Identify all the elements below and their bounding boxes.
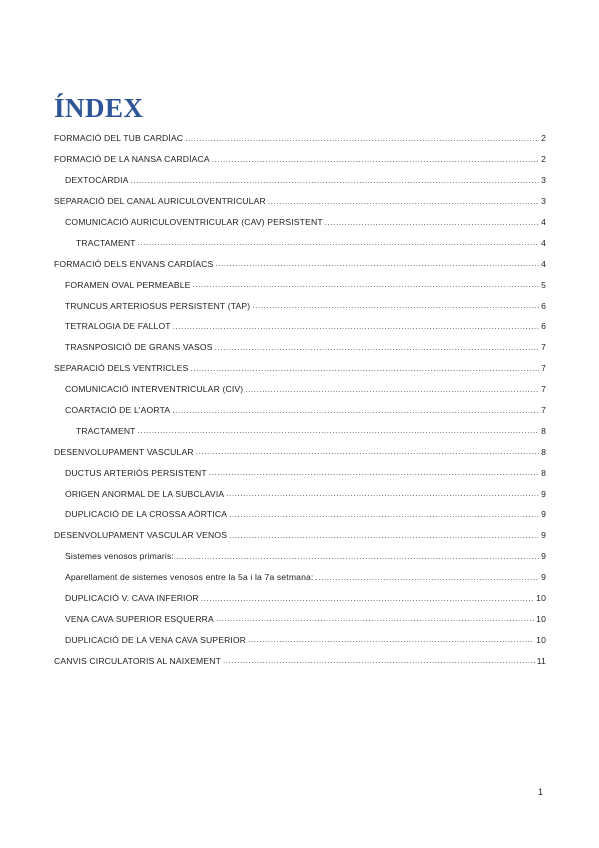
- toc-entry[interactable]: [54, 253, 546, 274]
- toc-leader-dots: [196, 447, 539, 456]
- toc-entry-label: TETRALOGIA DE FALLOT: [65, 321, 171, 332]
- toc-leader-dots: [138, 426, 539, 435]
- toc-entry-label: SEPARACIÓ DELS VENTRICLES: [54, 363, 189, 374]
- toc-entry[interactable]: [54, 400, 546, 421]
- toc-entry-page: 3: [541, 196, 546, 207]
- toc-leader-dots: [229, 510, 539, 519]
- toc-entry-page: 2: [541, 133, 546, 144]
- toc-entry-label: DUPLICACIÓ DE LA CROSSA AÒRTICA: [65, 509, 228, 520]
- toc-leader-dots: [215, 343, 539, 352]
- toc-entry-page: 9: [541, 530, 546, 541]
- toc-entry[interactable]: [54, 608, 546, 629]
- toc-entry-label: DEXTOCÀRDIA: [65, 175, 129, 186]
- toc-entry-page: 9: [541, 488, 546, 499]
- toc-entry-label: COARTACIÓ DE L'AORTA: [65, 405, 171, 416]
- toc-leader-dots: [252, 301, 539, 310]
- toc-entry[interactable]: [54, 170, 546, 191]
- toc-entry[interactable]: [54, 567, 546, 588]
- toc-entry[interactable]: [54, 588, 546, 609]
- toc-entry[interactable]: [54, 483, 546, 504]
- toc-entry-page: 9: [541, 551, 546, 562]
- toc-entry-page: 8: [541, 425, 546, 436]
- toc-entry-label: FORMACIÓ DE LA NANSA CARDÍACA: [54, 154, 210, 165]
- toc-entry-label: FORAMEN OVAL PERMEABLE: [65, 279, 191, 290]
- toc-entry[interactable]: [54, 546, 546, 567]
- toc-entry[interactable]: [54, 650, 546, 671]
- toc-entry-page: 2: [541, 154, 546, 165]
- toc-leader-dots: [172, 406, 539, 415]
- toc-entry-page: 4: [541, 237, 546, 248]
- toc-entry-label: Aparellament de sistemes venosos entre la 5a i la 7a setmana:: [65, 572, 314, 583]
- toc-entry-page: 4: [541, 258, 546, 269]
- toc-leader-dots: [216, 614, 534, 623]
- toc-entry-page: 11: [536, 655, 546, 666]
- toc-leader-dots: [229, 531, 539, 540]
- toc-entry[interactable]: [54, 274, 546, 295]
- index-title: ÍNDEX: [54, 93, 144, 123]
- toc-entry-page: 4: [541, 217, 546, 227]
- toc-entry-page: 10: [536, 613, 546, 624]
- toc-entry[interactable]: [54, 128, 546, 149]
- toc-leader-dots: [173, 322, 539, 331]
- toc-entry-label: TRACTAMENT: [76, 237, 136, 248]
- toc-leader-dots: [215, 259, 539, 268]
- toc-entry-label: COMUNICACIÓ AURICULOVENTRICULAR (CAV) PERSISTENT: [65, 217, 323, 227]
- toc-entry-label: COMUNICACIÓ INTERVENTRICULAR (CIV): [65, 384, 244, 395]
- table-of-contents: [54, 128, 546, 671]
- toc-entry-page: 7: [541, 342, 546, 353]
- toc-entry[interactable]: [54, 232, 546, 253]
- toc-entry-label: DESENVOLUPAMENT VASCULAR: [54, 446, 194, 457]
- toc-entry[interactable]: [54, 629, 546, 650]
- toc-entry-page: 3: [541, 175, 546, 186]
- toc-leader-dots: [268, 197, 539, 206]
- toc-leader-dots: [248, 635, 534, 644]
- toc-entry-label: Sistemes venosos primaris:: [65, 551, 174, 562]
- toc-entry-page: 10: [536, 634, 546, 645]
- toc-entry-label: FORMACIÓ DELS ENVANS CARDÍACS: [54, 258, 214, 269]
- toc-entry-label: TRUNCUS ARTERIOSUS PERSISTENT (TAP): [65, 300, 251, 311]
- toc-entry-page: 9: [541, 572, 546, 583]
- toc-entry-label: DESENVOLUPAMENT VASCULAR VENOS: [54, 530, 228, 541]
- toc-entry-page: 7: [541, 384, 546, 395]
- toc-entry-page: 7: [541, 405, 546, 416]
- toc-entry[interactable]: [54, 316, 546, 337]
- toc-entry-label: DUPLICACIÓ V. CAVA INFERIOR: [65, 593, 199, 604]
- toc-leader-dots: [185, 134, 539, 143]
- toc-entry[interactable]: [54, 337, 546, 358]
- toc-entry[interactable]: [54, 295, 546, 316]
- toc-leader-dots: [315, 573, 539, 582]
- toc-entry-label: SEPARACIÓ DEL CANAL AURICULOVENTRICULAR: [54, 196, 266, 207]
- toc-entry-label: DUPLICACIÓ DE LA VENA CAVA SUPERIOR: [65, 634, 247, 645]
- toc-entry-page: 6: [541, 321, 546, 332]
- toc-entry[interactable]: [54, 441, 546, 462]
- toc-leader-dots: [131, 176, 539, 185]
- toc-entry[interactable]: [54, 149, 546, 170]
- toc-leader-dots: [226, 489, 539, 498]
- toc-entry[interactable]: [54, 212, 546, 233]
- toc-entry-label: FORMACIÓ DEL TUB CARDÍAC: [54, 133, 184, 144]
- toc-entry[interactable]: [54, 462, 546, 483]
- toc-entry-label: VENA CAVA SUPERIOR ESQUERRA: [65, 613, 214, 624]
- toc-entry-label: TRACTAMENT: [76, 425, 136, 436]
- toc-leader-dots: [209, 468, 539, 477]
- page-number: 1: [538, 787, 544, 797]
- toc-leader-dots: [223, 656, 535, 665]
- toc-entry[interactable]: [54, 504, 546, 525]
- toc-leader-dots: [176, 552, 539, 561]
- toc-leader-dots: [245, 385, 539, 394]
- toc-entry[interactable]: [54, 420, 546, 441]
- toc-entry[interactable]: [54, 525, 546, 546]
- toc-leader-dots: [212, 155, 539, 164]
- toc-entry-page: 9: [541, 509, 546, 520]
- toc-entry-label: DUCTUS ARTERIÓS PERSISTENT: [65, 467, 207, 478]
- toc-entry-page: 8: [541, 446, 546, 457]
- toc-entry[interactable]: [54, 379, 546, 400]
- toc-entry-label: ORIGEN ANORMAL DE LA SUBCLAVIA: [65, 488, 225, 499]
- toc-leader-dots: [193, 280, 540, 289]
- toc-leader-dots: [138, 238, 539, 247]
- toc-entry-page: 10: [536, 593, 546, 604]
- toc-entry-page: 6: [541, 300, 546, 311]
- toc-entry-page: 5: [541, 279, 546, 290]
- toc-entry-page: 8: [541, 467, 546, 478]
- toc-leader-dots: [201, 594, 534, 603]
- toc-leader-dots: [190, 364, 539, 373]
- toc-entry[interactable]: [54, 191, 546, 212]
- toc-entry-page: 7: [541, 363, 546, 374]
- toc-leader-dots: [325, 218, 539, 227]
- toc-entry-label: CANVIS CIRCULATORIS AL NAIXEMENT: [54, 655, 222, 666]
- toc-entry[interactable]: [54, 358, 546, 379]
- toc-entry-label: TRASNPOSICIÓ DE GRANS VASOS: [65, 342, 213, 353]
